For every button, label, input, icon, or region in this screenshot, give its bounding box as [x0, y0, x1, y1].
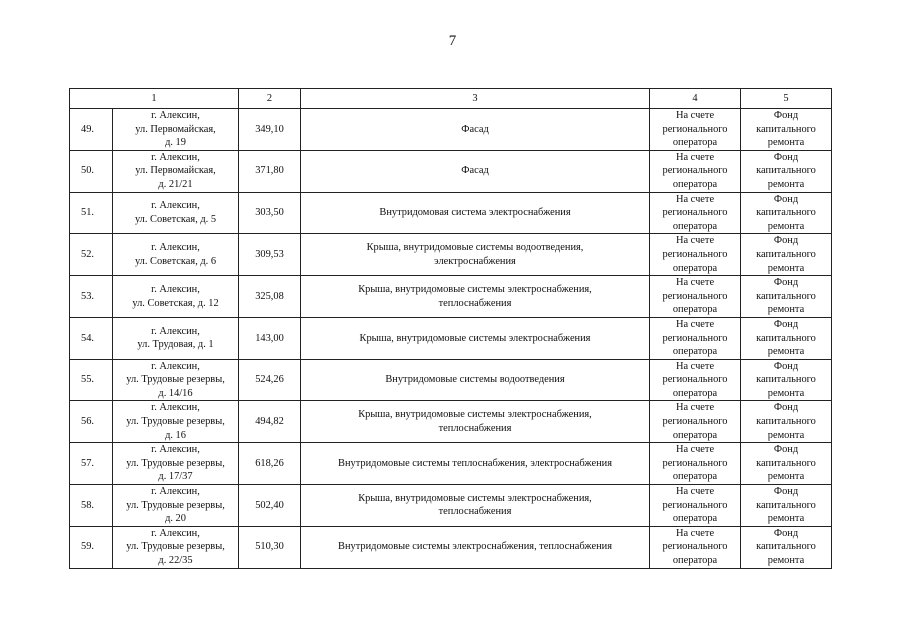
- funding-source-cell: Фонд капитального ремонта: [741, 485, 832, 527]
- row-number-cell: 53.: [70, 276, 113, 318]
- address-cell: г. Алексин, ул. Первомайская, д. 19: [113, 109, 239, 151]
- table-row: [70, 192, 832, 234]
- work-type-cell: Крыша, внутридомовые системы электроснабжения, теплоснабжения: [301, 401, 650, 443]
- address-cell: г. Алексин, ул. Советская, д. 5: [113, 192, 239, 234]
- amount-cell: 494,82: [239, 401, 301, 443]
- row-number-cell: 57.: [70, 443, 113, 485]
- page-number: 7: [448, 33, 457, 49]
- row-number-cell: 58.: [70, 485, 113, 527]
- account-holder-cell: На счете регионального оператора: [650, 443, 741, 485]
- row-number-cell: 50.: [70, 150, 113, 192]
- work-type-cell: Крыша, внутридомовые системы электроснабжения, теплоснабжения: [301, 485, 650, 527]
- work-type-cell: Фасад: [301, 150, 650, 192]
- row-number-cell: 49.: [70, 109, 113, 151]
- account-holder-cell: На счете регионального оператора: [650, 109, 741, 151]
- work-type-cell: Внутридомовые системы теплоснабжения, электроснабжения: [301, 443, 650, 485]
- repair-table: [69, 88, 832, 569]
- work-type-cell: Внутридомовые системы электроснабжения, теплоснабжения: [301, 526, 650, 568]
- amount-cell: 325,08: [239, 276, 301, 318]
- account-holder-cell: На счете регионального оператора: [650, 150, 741, 192]
- table-row: [70, 443, 832, 485]
- funding-source-cell: Фонд капитального ремонта: [741, 150, 832, 192]
- table-header-row: [70, 89, 832, 109]
- funding-source-cell: Фонд капитального ремонта: [741, 526, 832, 568]
- address-cell: г. Алексин, ул. Советская, д. 12: [113, 276, 239, 318]
- funding-source-cell: Фонд капитального ремонта: [741, 359, 832, 401]
- funding-source-cell: Фонд капитального ремонта: [741, 443, 832, 485]
- account-holder-cell: На счете регионального оператора: [650, 276, 741, 318]
- row-number-cell: 55.: [70, 359, 113, 401]
- amount-cell: 618,26: [239, 443, 301, 485]
- work-type-cell: Фасад: [301, 109, 650, 151]
- amount-cell: 349,10: [239, 109, 301, 151]
- row-number-cell: 59.: [70, 526, 113, 568]
- address-cell: г. Алексин, ул. Трудовая, д. 1: [113, 317, 239, 359]
- column-header: 5: [741, 89, 832, 109]
- funding-source-cell: Фонд капитального ремонта: [741, 192, 832, 234]
- account-holder-cell: На счете регионального оператора: [650, 192, 741, 234]
- row-number-cell: 56.: [70, 401, 113, 443]
- amount-cell: 524,26: [239, 359, 301, 401]
- address-cell: г. Алексин, ул. Трудовые резервы, д. 22/35: [113, 526, 239, 568]
- amount-cell: 510,30: [239, 526, 301, 568]
- funding-source-cell: Фонд капитального ремонта: [741, 276, 832, 318]
- amount-cell: 143,00: [239, 317, 301, 359]
- table-row: [70, 526, 832, 568]
- table-row: [70, 485, 832, 527]
- funding-source-cell: Фонд капитального ремонта: [741, 317, 832, 359]
- funding-source-cell: Фонд капитального ремонта: [741, 109, 832, 151]
- work-type-cell: Крыша, внутридомовые системы водоотведения, электроснабжения: [301, 234, 650, 276]
- address-cell: г. Алексин, ул. Трудовые резервы, д. 16: [113, 401, 239, 443]
- address-cell: г. Алексин, ул. Трудовые резервы, д. 20: [113, 485, 239, 527]
- address-cell: г. Алексин, ул. Первомайская, д. 21/21: [113, 150, 239, 192]
- column-header: 3: [301, 89, 650, 109]
- row-number-cell: 51.: [70, 192, 113, 234]
- table-row: [70, 401, 832, 443]
- amount-cell: 371,80: [239, 150, 301, 192]
- account-holder-cell: На счете регионального оператора: [650, 526, 741, 568]
- work-type-cell: Крыша, внутридомовые системы электроснабжения: [301, 317, 650, 359]
- work-type-cell: Внутридомовые системы водоотведения: [301, 359, 650, 401]
- column-header: 2: [239, 89, 301, 109]
- column-header: 4: [650, 89, 741, 109]
- address-cell: г. Алексин, ул. Трудовые резервы, д. 17/37: [113, 443, 239, 485]
- account-holder-cell: На счете регионального оператора: [650, 401, 741, 443]
- column-header: 1: [70, 89, 239, 109]
- table-row: [70, 150, 832, 192]
- table-row: [70, 359, 832, 401]
- table-row: [70, 234, 832, 276]
- table-row: [70, 276, 832, 318]
- account-holder-cell: На счете регионального оператора: [650, 485, 741, 527]
- row-number-cell: 52.: [70, 234, 113, 276]
- amount-cell: 309,53: [239, 234, 301, 276]
- row-number-cell: 54.: [70, 317, 113, 359]
- table-row: [70, 109, 832, 151]
- account-holder-cell: На счете регионального оператора: [650, 359, 741, 401]
- account-holder-cell: На счете регионального оператора: [650, 317, 741, 359]
- address-cell: г. Алексин, ул. Трудовые резервы, д. 14/16: [113, 359, 239, 401]
- funding-source-cell: Фонд капитального ремонта: [741, 401, 832, 443]
- amount-cell: 502,40: [239, 485, 301, 527]
- work-type-cell: Внутридомовая система электроснабжения: [301, 192, 650, 234]
- work-type-cell: Крыша, внутридомовые системы электроснабжения, теплоснабжения: [301, 276, 650, 318]
- amount-cell: 303,50: [239, 192, 301, 234]
- funding-source-cell: Фонд капитального ремонта: [741, 234, 832, 276]
- account-holder-cell: На счете регионального оператора: [650, 234, 741, 276]
- table-row: [70, 317, 832, 359]
- address-cell: г. Алексин, ул. Советская, д. 6: [113, 234, 239, 276]
